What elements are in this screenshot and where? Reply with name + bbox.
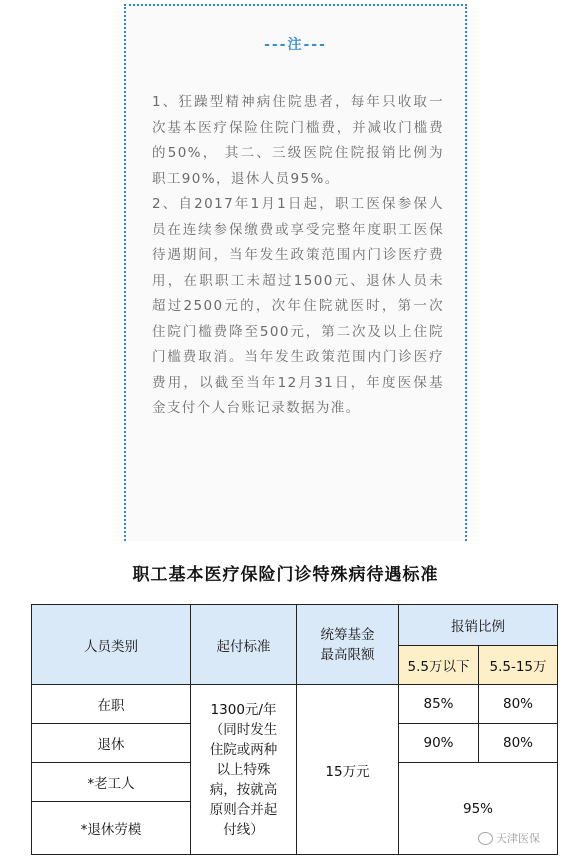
header-deductible: 起付标准 [190,604,297,685]
note-body [152,90,444,422]
header-max-fund-line1: 统筹基金 [320,626,375,643]
header-range-high: 5.5-15万 [478,645,558,685]
header-max-fund-line2: 最高限额 [320,646,375,663]
row-category-retired: 退休 [31,723,191,763]
row-category-active: 在职 [31,684,191,724]
deductible-line: 以上特殊 [216,761,271,778]
max-fund-merged-cell: 15万元 [296,684,399,855]
rate-retired-high: 80% [478,723,558,763]
note-paragraph-1: 1、狂躁型精神病住院患者，每年只收取一次基本医疗保险住院门槛费，并减收门槛费的50%， 其二、三级医院住院报销比例为职工90%，退休人员95%。 [152,94,444,187]
note-box [124,4,467,541]
header-category: 人员类别 [31,604,191,685]
rate-merged-cell: 95% [398,762,558,855]
note-title: ---注--- [264,37,327,53]
rate-active-low: 85% [398,684,479,724]
watermark [478,830,540,846]
watermark-text: 天津医保 [496,832,540,845]
row-category-retired-model-worker: *退休劳模 [31,801,191,855]
rate-retired-low: 90% [398,723,479,763]
deductible-line: 1300元/年 [210,701,277,718]
row-category-old-worker: *老工人 [31,762,191,802]
table-title: 职工基本医疗保险门诊特殊病待遇标准 [132,565,439,585]
deductible-line: （同时发生 [209,721,278,738]
deductible-line: 付线） [223,821,264,838]
deductible-merged-cell [190,684,297,855]
deductible-line: 住院或两种 [209,741,278,758]
benefits-table [31,604,558,855]
header-max-fund [296,604,399,685]
deductible-line: 病，按就高 [209,781,278,798]
deductible-line: 原则合并起 [209,801,278,818]
header-range-low: 5.5万以下 [398,645,479,685]
note-paragraph-2: 2、自2017年1月1日起，职工医保参保人员在连续参保缴费或享受完整年度职工医保待遇期间，当年发生政策范围内门诊医疗费用，在职职工未超过1500元、退休人员未超过2500元的，次年住院就医时，第一次住院门槛费降至500元，第二次及以上住院门槛费取消。当年发生政策范围内门诊医疗费用，以截至当年12月31日，年度医保基金支付个人台账记录数据为准。 [152,196,444,416]
wechat-icon [478,832,493,845]
rate-active-high: 80% [478,684,558,724]
header-reimbursement: 报销比例 [398,604,558,646]
